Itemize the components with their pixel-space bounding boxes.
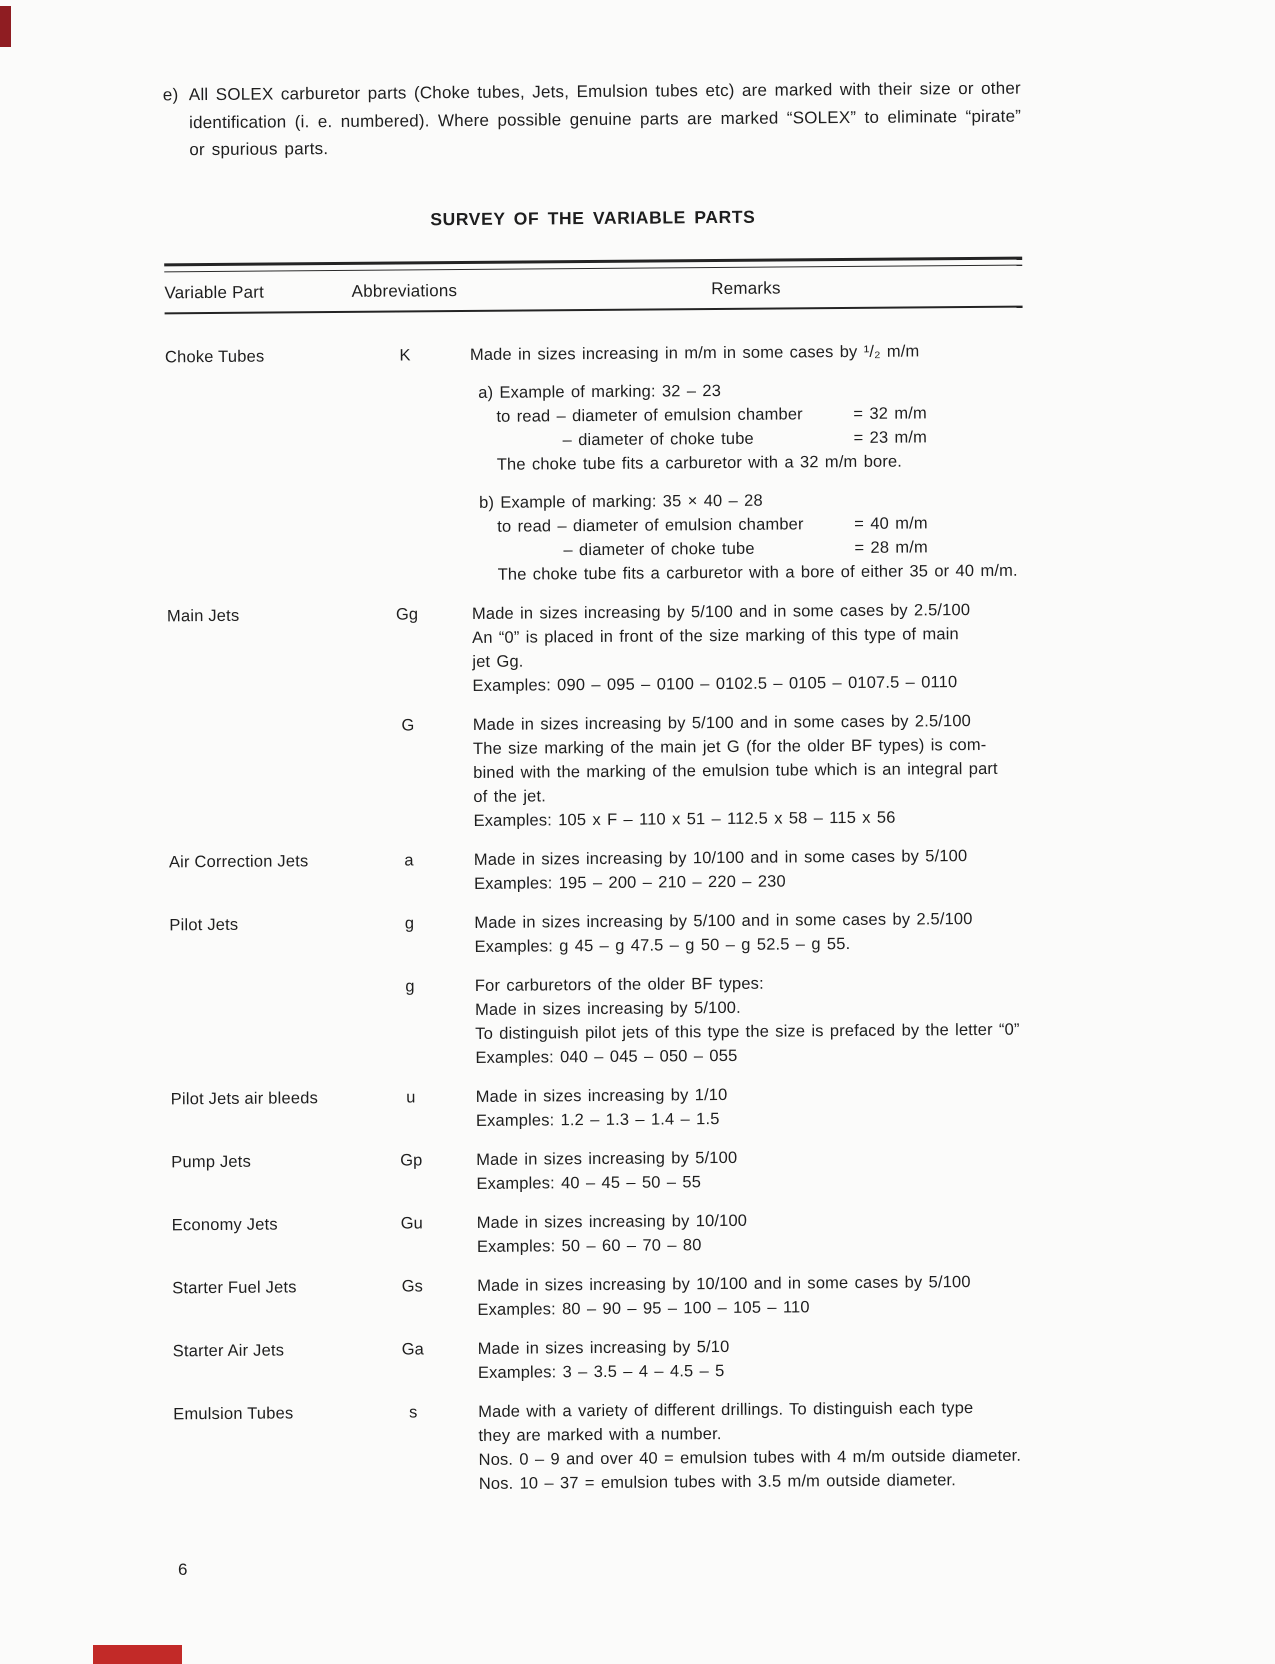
red-scan-artifact-top (0, 6, 11, 47)
abbreviation: u (406, 1087, 416, 1106)
remarks-text: Examples: 40 – 45 – 50 – 55 (476, 1172, 702, 1193)
abbreviation: Gg (395, 604, 419, 624)
remarks-value: = 23 m/m (853, 427, 928, 447)
remarks-text: The choke tube fits a carburetor with a bore of either 35 or 40 m/m. (497, 561, 1018, 584)
remarks-text: they are marked with a number. (478, 1424, 722, 1445)
variable-part-name: Choke Tubes (164, 347, 265, 366)
variable-part-name: Pilot Jets air bleeds (170, 1088, 319, 1108)
remarks-text: Made in sizes increasing by 5/100 and in some cases by 2.5/100 (474, 909, 973, 932)
variable-part-name: Starter Fuel Jets (172, 1277, 297, 1297)
remarks-paragraph (478, 1332, 1031, 1384)
remarks-text: Nos. 0 – 9 and over 40 = emulsion tubes with 4 m/m outside diameter. (478, 1446, 1022, 1469)
remarks-text: a) Example of marking: 32 – 23 (478, 381, 722, 402)
abbreviation: Gu (400, 1213, 423, 1233)
remarks-paragraph (474, 843, 1027, 895)
remarks-text: Examples: 090 – 095 – 0100 – 0102.5 – 0105 – 0107.5 – 0110 (472, 672, 958, 695)
variable-part-name (168, 713, 344, 834)
remarks-value: = 28 m/m (854, 537, 928, 557)
header-abbreviations: Abbreviations (351, 280, 458, 301)
remarks-line (479, 1467, 1032, 1495)
remarks-text: An “0” is placed in front of the size marking of this type of main (472, 624, 959, 647)
remarks-line (476, 1104, 1029, 1132)
remarks-paragraph (472, 597, 1026, 697)
section-title: SURVEY OF THE VARIABLE PARTS (430, 206, 756, 229)
remarks-line (474, 867, 1027, 895)
table-row (172, 1269, 1030, 1324)
remarks-text: to read – diameter of emulsion chamber (496, 404, 803, 426)
remarks-text: Examples: g 45 – g 47.5 – g 50 – g 52.5 – g 55. (474, 934, 851, 956)
remarks-cell (475, 969, 1029, 1069)
remarks-cell (472, 597, 1026, 697)
intro-paragraph (163, 75, 1022, 164)
remarks-cell (477, 1206, 1030, 1258)
remarks-text: Made in sizes increasing by 5/100. (474, 998, 741, 1019)
remarks-cell (473, 708, 1027, 832)
red-scan-artifact-bottom (93, 1645, 182, 1664)
remarks-text: Made in sizes increasing by 10/100 and in some cases by 5/100 (477, 1272, 971, 1295)
abbreviation: a (404, 850, 414, 870)
page-number: 6 (178, 1560, 188, 1579)
remarks-line (477, 1230, 1030, 1258)
table-row (171, 1080, 1029, 1135)
remarks-text: Examples: 1.2 – 1.3 – 1.4 – 1.5 (475, 1109, 720, 1130)
abbreviation: g (404, 913, 415, 933)
remarks-line (472, 669, 1025, 697)
remarks-cell (476, 1143, 1029, 1195)
remarks-text: To distinguish pilot jets of this type the size is prefaced by the letter “0” (475, 1020, 1020, 1043)
remarks-text: Made in sizes increasing by 10/100 and in some cases by 5/100 (473, 846, 968, 869)
remarks-line (470, 338, 1023, 366)
variable-part-name: Economy Jets (171, 1215, 278, 1234)
variable-part-name: Starter Air Jets (172, 1340, 285, 1360)
remarks-text: to read – diameter of emulsion chamber (497, 514, 804, 536)
remarks-text: b) Example of marking: 35 × 40 – 28 (479, 491, 763, 512)
remarks-cell (477, 1269, 1030, 1321)
variable-part-name: Emulsion Tubes (173, 1403, 294, 1423)
remarks-line (474, 930, 1027, 958)
table-row (165, 338, 1025, 589)
abbreviation: K (399, 345, 411, 365)
page-content (163, 75, 1032, 1513)
remarks-paragraph (475, 969, 1029, 1069)
remarks-line (477, 1293, 1030, 1321)
remarks-text: For carburetors of the older BF types: (474, 974, 764, 995)
table-row (167, 597, 1026, 700)
remarks-text: of the jet. (473, 786, 546, 806)
remarks-text: The choke tube fits a carburetor with a 32 m/m bore. (496, 452, 903, 474)
table-row (171, 1143, 1029, 1198)
remarks-text: Made with a variety of different drillings. To distinguish each type (478, 1398, 974, 1421)
header-variable-part: Variable Part (164, 282, 265, 302)
abbreviation: Ga (401, 1339, 424, 1359)
remarks-text: Made in sizes increasing by 5/100 and in some cases by 2.5/100 (471, 600, 971, 623)
variable-part-name: Pilot Jets (169, 915, 239, 934)
remarks-cell (476, 1080, 1029, 1132)
table-header-row (164, 265, 1022, 312)
table-row (173, 1395, 1032, 1498)
remarks-text: Made in sizes increasing in m/m in some cases by ¹/₂ m/m (469, 341, 920, 364)
abbreviation: G (401, 715, 415, 735)
variable-part-name: Air Correction Jets (168, 851, 309, 871)
header-remarks: Remarks (711, 278, 781, 298)
intro-text: All SOLEX carburetor parts (Choke tubes, Jets, Emulsion tubes etc) are marked with their size or other identification (i. e. numbered). Where possible genuine parts are marked “SOLEX” to eliminate “pirate” or spurious parts. (188, 78, 1022, 160)
remarks-paragraph (470, 338, 1023, 366)
abbreviation: g (405, 976, 415, 996)
remarks-text: Made in sizes increasing by 10/100 (476, 1211, 748, 1232)
remarks-cell (474, 843, 1027, 895)
remarks-paragraph (477, 1269, 1030, 1321)
variable-part-name: Pump Jets (171, 1152, 252, 1171)
remarks-text: Nos. 10 – 37 = emulsion tubes with 3.5 m/m outside diameter. (478, 1470, 957, 1493)
remarks-text: bined with the marking of the emulsion tube which is an integral part (473, 759, 998, 782)
remarks-text: jet Gg. (472, 652, 524, 671)
variable-part-name (170, 974, 346, 1071)
list-item-marker: e) (162, 85, 179, 105)
remarks-text: Made in sizes increasing by 5/10 (477, 1337, 730, 1358)
remarks-text: Made in sizes increasing by 1/10 (475, 1085, 728, 1106)
remarks-line (471, 448, 1024, 476)
remarks-text: Examples: 195 – 200 – 210 – 220 – 230 (474, 872, 786, 893)
remarks-line (472, 558, 1025, 586)
remarks-paragraph (473, 708, 1027, 832)
table-row (169, 843, 1027, 898)
remarks-text: Examples: 80 – 90 – 95 – 100 – 105 – 110 (477, 1297, 810, 1319)
remarks-text: Examples: 105 x F – 110 x 51 – 112.5 x 58 – 115 x 56 (473, 808, 896, 830)
remarks-text: Made in sizes increasing by 5/100 and in some cases by 2.5/100 (472, 711, 972, 734)
table-row (169, 906, 1027, 961)
table-body (165, 338, 1032, 1498)
remarks-paragraph (476, 1143, 1029, 1195)
remarks-text: The size marking of the main jet G (for the older BF types) is com- (472, 735, 987, 758)
remarks-text: Examples: 3 – 3.5 – 4 – 4.5 – 5 (477, 1361, 725, 1382)
remarks-line (475, 1041, 1028, 1069)
remarks-value: = 40 m/m (854, 513, 928, 533)
abbreviation: Gp (400, 1150, 423, 1170)
remarks-cell (470, 338, 1025, 586)
remarks-text: Made in sizes increasing by 5/100 (476, 1148, 738, 1169)
table-row (173, 1332, 1031, 1387)
table-row (168, 708, 1027, 835)
remarks-text: Examples: 040 – 045 – 050 – 055 (475, 1046, 738, 1067)
remarks-paragraph (470, 376, 1024, 476)
remarks-line (476, 1167, 1029, 1195)
abbreviation: Gs (401, 1276, 423, 1296)
remarks-paragraph (478, 1395, 1032, 1495)
table-row (172, 1206, 1030, 1261)
table-row (170, 969, 1029, 1072)
remarks-paragraph (476, 1080, 1029, 1132)
remarks-paragraph (477, 1206, 1030, 1258)
remarks-cell (478, 1332, 1031, 1384)
remarks-cell (478, 1395, 1032, 1495)
remarks-value: = 32 m/m (853, 403, 927, 423)
remarks-paragraph (474, 906, 1027, 958)
remarks-line (478, 1356, 1031, 1384)
remarks-line (473, 804, 1026, 832)
remarks-text: – diameter of choke tube (562, 429, 754, 449)
variable-part-name: Main Jets (166, 606, 240, 625)
remarks-cell (474, 906, 1027, 958)
remarks-text: Examples: 50 – 60 – 70 – 80 (476, 1235, 702, 1256)
remarks-paragraph (471, 486, 1025, 586)
remarks-text: – diameter of choke tube (563, 539, 755, 559)
abbreviation: s (409, 1402, 418, 1421)
